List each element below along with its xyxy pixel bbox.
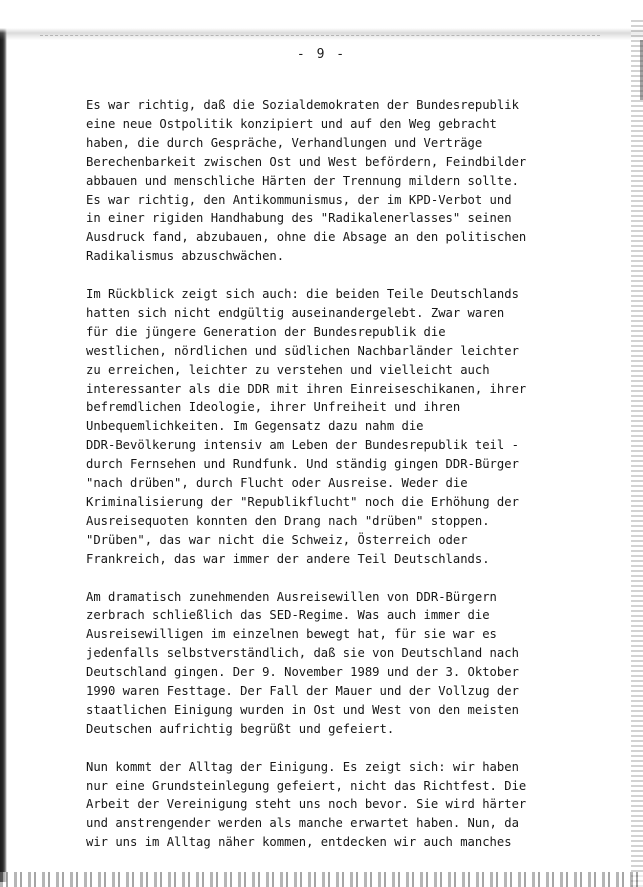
paragraph	[86, 96, 526, 266]
text-line: Deutschen aufrichtig begrüßt und gefeiert.	[86, 721, 395, 736]
text-line: Arbeit der Vereinigung steht uns noch bevor. Sie wird härter	[86, 797, 527, 812]
text-line: westlichen, nördlichen und südlichen Nachbarländer leichter	[86, 343, 519, 358]
text-line: Am dramatisch zunehmenden Ausreisewillen von DDR-Bürgern	[86, 589, 497, 604]
text-line: Ausreisequoten konnten den Drang nach "drüben" stoppen.	[86, 513, 490, 528]
text-line: Radikalismus abzuschwächen.	[86, 249, 285, 264]
text-line: "Drüben", das war nicht die Schweiz, Österreich oder	[86, 532, 468, 547]
text-line: abbauen und menschliche Härten der Trennung mildern sollte.	[86, 173, 519, 188]
text-line: eine neue Ostpolitik konzipiert und auf den Weg gebracht	[86, 116, 497, 131]
text-line: interessanter als die DDR mit ihren Einreiseschikanen, ihrer	[86, 381, 527, 396]
text-line: Es war richtig, den Antikommunismus, der im KPD-Verbot und	[86, 192, 512, 207]
paragraph-gap	[86, 739, 526, 758]
text-line: Es war richtig, daß die Sozialdemokraten der Bundesrepublik	[86, 98, 519, 112]
paragraph	[86, 588, 526, 739]
scan-right-edge	[631, 20, 643, 887]
scan-bottom-edge	[0, 872, 643, 887]
text-line: 1990 waren Festtage. Der Fall der Mauer und der Vollzug der	[86, 684, 519, 699]
text-line: Berechenbarkeit zwischen Ost und West befördern, Feindbilder	[86, 154, 527, 169]
text-line: in einer rigiden Handhabung des "Radikalenerlasses" seinen	[86, 211, 512, 226]
text-line: Im Rückblick zeigt sich auch: die beiden Teile Deutschlands	[86, 287, 519, 302]
text-line: DDR-Bevölkerung intensiv am Leben der Bundesrepublik teil -	[86, 438, 519, 453]
paragraph-gap	[86, 266, 526, 285]
text-line: hatten sich nicht endgültig auseinandergelebt. Zwar waren	[86, 305, 505, 320]
text-line: Deutschland gingen. Der 9. November 1989 und der 3. Oktober	[86, 665, 519, 680]
body-text	[86, 96, 526, 852]
text-line: Ausreisewilligen im einzelnen bewegt hat, für sie war es	[86, 627, 497, 642]
text-line: durch Fernsehen und Rundfunk. Und ständig gingen DDR-Bürger	[86, 457, 519, 472]
paragraph-gap	[86, 569, 526, 588]
scan-left-edge	[0, 22, 7, 882]
text-line: für die jüngere Generation der Bundesrepublik die	[86, 324, 446, 339]
scan-top-edge	[0, 0, 643, 40]
text-line: befremdlichen Ideologie, ihrer Unfreiheit und ihren	[86, 400, 461, 415]
text-line: jedenfalls selbstverständlich, daß sie von Deutschland nach	[86, 646, 519, 661]
scan-top-line	[40, 35, 600, 37]
text-line: "nach drüben", durch Flucht oder Ausreise. Weder die	[86, 476, 468, 491]
text-line: Kriminalisierung der "Republikflucht" noch die Erhöhung der	[86, 495, 519, 510]
text-line: zu erreichen, leichter zu verstehen und vielleicht auch	[86, 362, 490, 377]
page-number: - 9 -	[296, 47, 347, 62]
text-line: nur eine Grundsteinlegung gefeiert, nicht das Richtfest. Die	[86, 778, 527, 793]
text-line: zerbrach schließlich das SED-Regime. Was auch immer die	[86, 608, 490, 623]
text-line: und anstrengender werden als manche erwartet haben. Nun, da	[86, 816, 519, 831]
paragraph	[86, 758, 526, 853]
text-line: Unbequemlichkeiten. Im Gegensatz dazu nahm die	[86, 419, 424, 434]
text-line: Nun kommt der Alltag der Einigung. Es zeigt sich: wir haben	[86, 759, 519, 774]
paragraph	[86, 285, 526, 569]
text-line: haben, die durch Gespräche, Verhandlungen und Verträge	[86, 135, 483, 150]
text-line: Ausdruck fand, abzubauen, ohne die Absage an den politischen	[86, 230, 527, 245]
text-line: staatlichen Einigung wurden in Ost und West von den meisten	[86, 702, 519, 717]
text-line: wir uns im Alltag näher kommen, entdecken wir auch manches	[86, 835, 512, 850]
text-line: Frankreich, das war immer der andere Teil Deutschlands.	[86, 551, 490, 566]
